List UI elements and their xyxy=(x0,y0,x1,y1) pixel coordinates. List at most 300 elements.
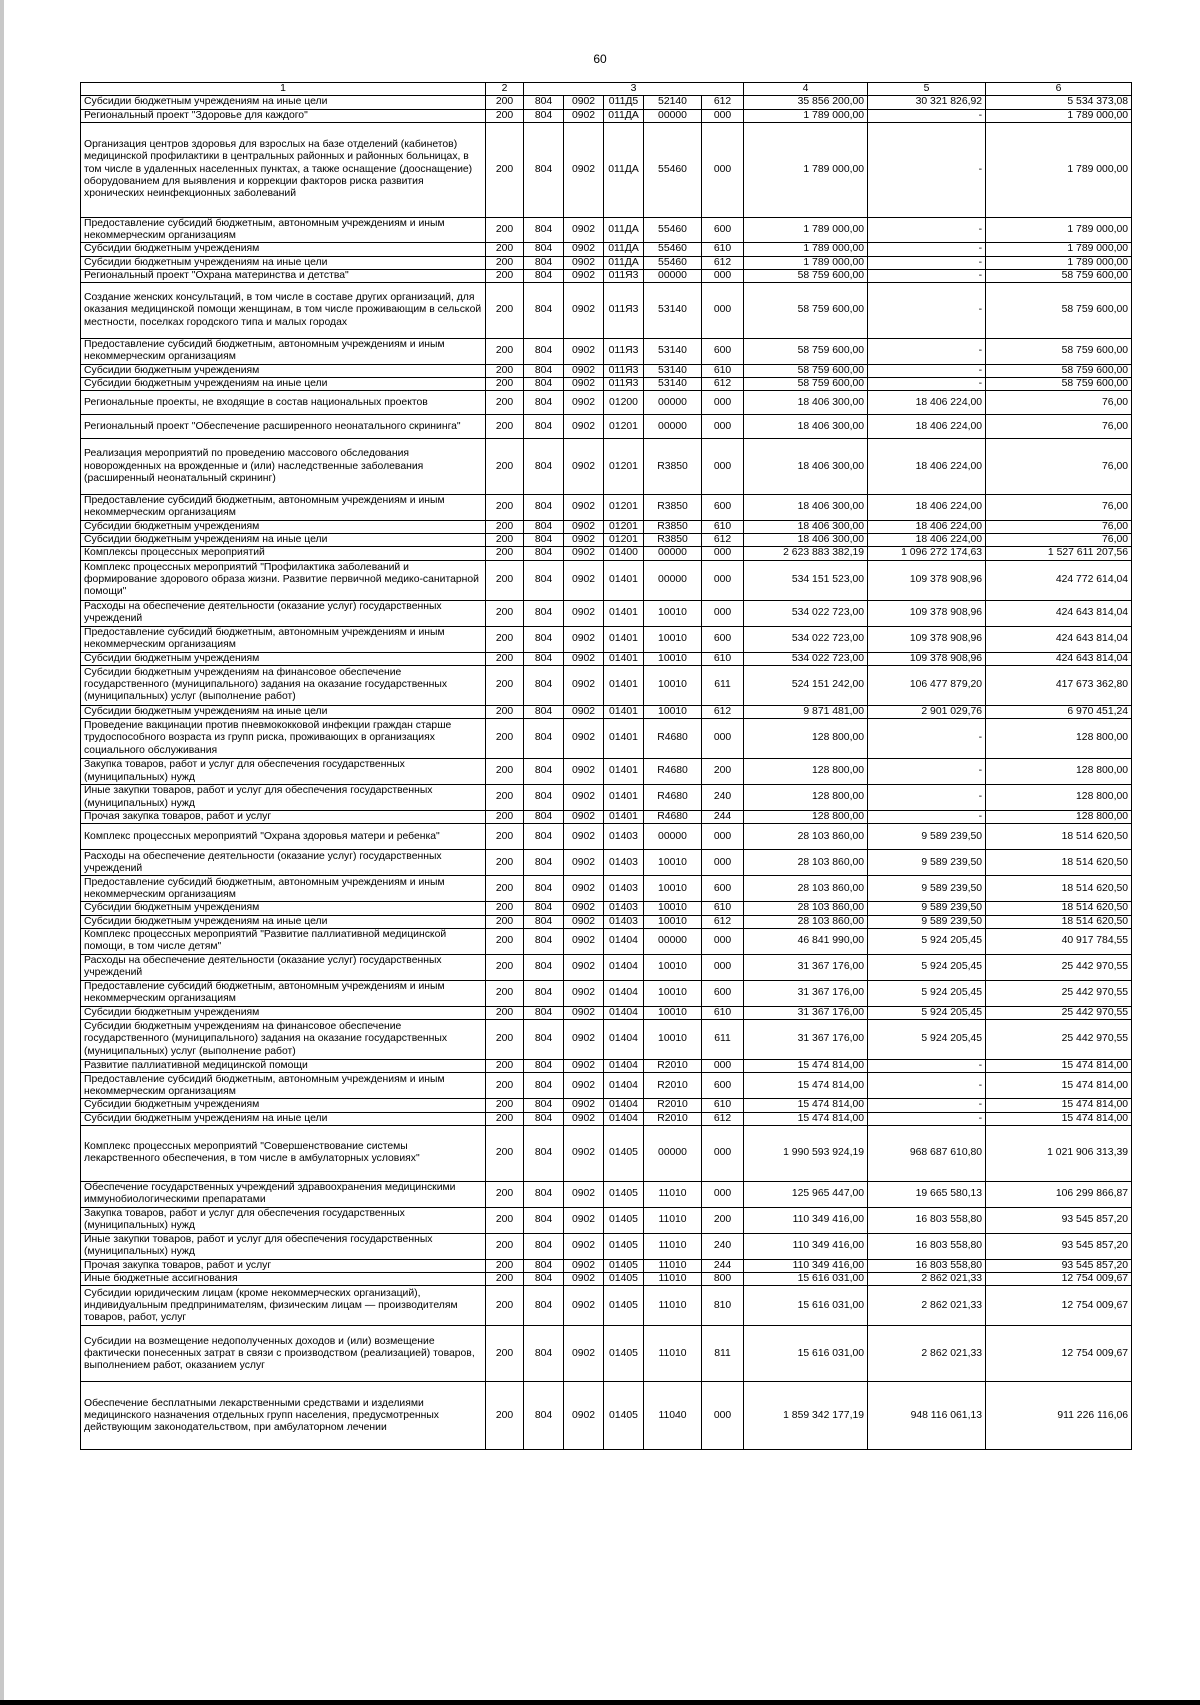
cell-pr: 0902 xyxy=(564,560,604,600)
cell-kvsr: 200 xyxy=(486,1125,524,1181)
cell-csr-prog: 01405 xyxy=(604,1326,644,1382)
cell-kvsr: 200 xyxy=(486,269,524,282)
cell-executed: 18 406 224,00 xyxy=(868,520,986,533)
cell-csr-prog: 01405 xyxy=(604,1286,644,1326)
cell-executed: 16 803 558,80 xyxy=(868,1207,986,1233)
cell-name: Предоставление субсидий бюджетным, автономным учреждениям и иным некоммерческим организациям xyxy=(81,339,486,365)
cell-csr-dir: R4680 xyxy=(644,759,702,785)
cell-vr: 200 xyxy=(702,759,744,785)
cell-csr-prog: 01401 xyxy=(604,811,644,824)
cell-name: Иные закупки товаров, работ и услуг для обеспечения государственных (муниципальных) нужд xyxy=(81,1233,486,1259)
cell-kvsr: 200 xyxy=(486,1073,524,1099)
cell-rz: 804 xyxy=(524,1060,564,1073)
cell-csr-prog: 01403 xyxy=(604,876,644,902)
cell-rz: 804 xyxy=(524,665,564,705)
cell-rz: 804 xyxy=(524,533,564,546)
cell-approved: 110 349 416,00 xyxy=(744,1259,868,1272)
cell-rz: 804 xyxy=(524,626,564,652)
cell-approved: 58 759 600,00 xyxy=(744,283,868,339)
cell-csr-prog: 01404 xyxy=(604,1060,644,1073)
cell-csr-prog: 01405 xyxy=(604,1125,644,1181)
cell-pr: 0902 xyxy=(564,243,604,256)
cell-approved: 1 789 000,00 xyxy=(744,256,868,269)
cell-csr-dir: R3850 xyxy=(644,533,702,546)
cell-pr: 0902 xyxy=(564,96,604,109)
cell-pr: 0902 xyxy=(564,876,604,902)
cell-name: Прочая закупка товаров, работ и услуг xyxy=(81,811,486,824)
cell-pr: 0902 xyxy=(564,1259,604,1272)
cell-remainder: 128 800,00 xyxy=(986,759,1132,785)
cell-executed: 5 924 205,45 xyxy=(868,1020,986,1060)
cell-approved: 534 022 723,00 xyxy=(744,600,868,626)
cell-name: Закупка товаров, работ и услуг для обеспечения государственных (муниципальных) нужд xyxy=(81,759,486,785)
table-row xyxy=(81,811,1132,824)
table-row xyxy=(81,980,1132,1006)
cell-vr: 600 xyxy=(702,980,744,1006)
cell-rz: 804 xyxy=(524,954,564,980)
cell-kvsr: 200 xyxy=(486,1207,524,1233)
cell-executed: 18 406 224,00 xyxy=(868,391,986,415)
cell-vr: 000 xyxy=(702,547,744,560)
cell-pr: 0902 xyxy=(564,600,604,626)
cell-kvsr: 200 xyxy=(486,759,524,785)
cell-csr-dir: 10010 xyxy=(644,1006,702,1019)
cell-csr-dir: 52140 xyxy=(644,96,702,109)
cell-kvsr: 200 xyxy=(486,1382,524,1450)
cell-rz: 804 xyxy=(524,1382,564,1450)
cell-name: Субсидии бюджетным учреждениям на иные цели xyxy=(81,377,486,390)
cell-vr: 000 xyxy=(702,122,744,217)
cell-rz: 804 xyxy=(524,122,564,217)
cell-remainder: 1 789 000,00 xyxy=(986,122,1132,217)
cell-vr: 612 xyxy=(702,377,744,390)
cell-vr: 000 xyxy=(702,560,744,600)
cell-name: Комплексы процессных мероприятий xyxy=(81,547,486,560)
cell-kvsr: 200 xyxy=(486,495,524,521)
cell-executed: 109 378 908,96 xyxy=(868,626,986,652)
cell-executed: - xyxy=(868,269,986,282)
cell-approved: 28 103 860,00 xyxy=(744,876,868,902)
cell-approved: 18 406 300,00 xyxy=(744,533,868,546)
cell-executed: 9 589 239,50 xyxy=(868,902,986,915)
cell-approved: 534 022 723,00 xyxy=(744,626,868,652)
cell-vr: 240 xyxy=(702,1233,744,1259)
cell-rz: 804 xyxy=(524,1259,564,1272)
cell-kvsr: 200 xyxy=(486,533,524,546)
table-row xyxy=(81,1125,1132,1181)
cell-approved: 524 151 242,00 xyxy=(744,665,868,705)
cell-pr: 0902 xyxy=(564,954,604,980)
cell-name: Субсидии бюджетным учреждениям на иные цели xyxy=(81,533,486,546)
cell-kvsr: 200 xyxy=(486,915,524,928)
cell-name: Субсидии бюджетным учреждениям на финансовое обеспечение государственного (муниципального) задания на оказание государственных (муниципальных) услуг (выполнение работ) xyxy=(81,1020,486,1060)
cell-name: Региональный проект "Здоровье для каждого" xyxy=(81,109,486,122)
cell-name: Субсидии бюджетным учреждениям xyxy=(81,520,486,533)
cell-csr-dir: 10010 xyxy=(644,954,702,980)
cell-pr: 0902 xyxy=(564,1006,604,1019)
cell-rz: 804 xyxy=(524,652,564,665)
table-row xyxy=(81,1207,1132,1233)
cell-pr: 0902 xyxy=(564,1286,604,1326)
cell-pr: 0902 xyxy=(564,1125,604,1181)
cell-csr-prog: 011Я3 xyxy=(604,283,644,339)
col-header-4: 4 xyxy=(744,83,868,96)
cell-name: Прочая закупка товаров, работ и услуг xyxy=(81,1259,486,1272)
cell-remainder: 12 754 009,67 xyxy=(986,1273,1132,1286)
table-row xyxy=(81,439,1132,495)
cell-approved: 534 022 723,00 xyxy=(744,652,868,665)
cell-kvsr: 200 xyxy=(486,1233,524,1259)
scan-bottom-edge xyxy=(0,1700,1200,1705)
cell-rz: 804 xyxy=(524,520,564,533)
cell-kvsr: 200 xyxy=(486,547,524,560)
cell-vr: 610 xyxy=(702,652,744,665)
cell-csr-prog: 01401 xyxy=(604,665,644,705)
cell-rz: 804 xyxy=(524,243,564,256)
cell-rz: 804 xyxy=(524,364,564,377)
cell-vr: 811 xyxy=(702,1326,744,1382)
cell-pr: 0902 xyxy=(564,109,604,122)
cell-name: Иные закупки товаров, работ и услуг для обеспечения государственных (муниципальных) нужд xyxy=(81,785,486,811)
table-row xyxy=(81,109,1132,122)
cell-vr: 000 xyxy=(702,1125,744,1181)
cell-kvsr: 200 xyxy=(486,652,524,665)
cell-csr-prog: 011Д5 xyxy=(604,96,644,109)
cell-pr: 0902 xyxy=(564,415,604,439)
cell-approved: 15 474 814,00 xyxy=(744,1112,868,1125)
cell-rz: 804 xyxy=(524,824,564,850)
cell-remainder: 18 514 620,50 xyxy=(986,915,1132,928)
cell-vr: 000 xyxy=(702,928,744,954)
cell-csr-dir: 11010 xyxy=(644,1181,702,1207)
cell-remainder: 5 534 373,08 xyxy=(986,96,1132,109)
cell-rz: 804 xyxy=(524,217,564,243)
cell-approved: 31 367 176,00 xyxy=(744,1006,868,1019)
cell-kvsr: 200 xyxy=(486,415,524,439)
cell-remainder: 25 442 970,55 xyxy=(986,1006,1132,1019)
cell-executed: - xyxy=(868,256,986,269)
cell-csr-dir: 10010 xyxy=(644,876,702,902)
table-row xyxy=(81,954,1132,980)
cell-remainder: 18 514 620,50 xyxy=(986,876,1132,902)
table-row xyxy=(81,1112,1132,1125)
cell-remainder: 18 514 620,50 xyxy=(986,824,1132,850)
table-row xyxy=(81,719,1132,759)
cell-csr-prog: 01403 xyxy=(604,824,644,850)
cell-kvsr: 200 xyxy=(486,109,524,122)
cell-remainder: 58 759 600,00 xyxy=(986,339,1132,365)
cell-kvsr: 200 xyxy=(486,1020,524,1060)
table-row xyxy=(81,364,1132,377)
cell-executed: - xyxy=(868,377,986,390)
cell-csr-dir: 10010 xyxy=(644,705,702,718)
cell-name: Развитие паллиативной медицинской помощи xyxy=(81,1060,486,1073)
cell-vr: 000 xyxy=(702,1382,744,1450)
cell-vr: 810 xyxy=(702,1286,744,1326)
cell-vr: 000 xyxy=(702,1181,744,1207)
cell-approved: 534 151 523,00 xyxy=(744,560,868,600)
cell-remainder: 106 299 866,87 xyxy=(986,1181,1132,1207)
cell-name: Субсидии бюджетным учреждениям на иные цели xyxy=(81,915,486,928)
table-header-row xyxy=(81,83,1132,96)
cell-executed: 5 924 205,45 xyxy=(868,1006,986,1019)
col-header-1: 1 xyxy=(81,83,486,96)
cell-pr: 0902 xyxy=(564,824,604,850)
cell-name: Субсидии бюджетным учреждениям на иные цели xyxy=(81,256,486,269)
cell-csr-dir: 53140 xyxy=(644,377,702,390)
cell-name: Субсидии бюджетным учреждениям на иные цели xyxy=(81,1112,486,1125)
cell-pr: 0902 xyxy=(564,391,604,415)
cell-pr: 0902 xyxy=(564,256,604,269)
cell-executed: 2 862 021,33 xyxy=(868,1286,986,1326)
table-row xyxy=(81,1099,1132,1112)
cell-remainder: 25 442 970,55 xyxy=(986,1020,1132,1060)
table-row xyxy=(81,339,1132,365)
cell-pr: 0902 xyxy=(564,1233,604,1259)
cell-csr-dir: 10010 xyxy=(644,915,702,928)
cell-executed: 30 321 826,92 xyxy=(868,96,986,109)
cell-csr-dir: R4680 xyxy=(644,719,702,759)
cell-remainder: 93 545 857,20 xyxy=(986,1233,1132,1259)
cell-csr-dir: R4680 xyxy=(644,785,702,811)
cell-remainder: 1 789 000,00 xyxy=(986,109,1132,122)
cell-approved: 28 103 860,00 xyxy=(744,902,868,915)
table-row xyxy=(81,902,1132,915)
cell-approved: 125 965 447,00 xyxy=(744,1181,868,1207)
cell-vr: 610 xyxy=(702,364,744,377)
cell-csr-prog: 01401 xyxy=(604,626,644,652)
cell-kvsr: 200 xyxy=(486,391,524,415)
cell-pr: 0902 xyxy=(564,850,604,876)
cell-csr-dir: R3850 xyxy=(644,439,702,495)
cell-name: Субсидии бюджетным учреждениям на финансовое обеспечение государственного (муниципального) задания на оказание государственных (муниципальных) услуг (выполнение работ) xyxy=(81,665,486,705)
cell-rz: 804 xyxy=(524,850,564,876)
cell-rz: 804 xyxy=(524,96,564,109)
cell-approved: 15 474 814,00 xyxy=(744,1060,868,1073)
cell-kvsr: 200 xyxy=(486,980,524,1006)
cell-csr-dir: R3850 xyxy=(644,520,702,533)
cell-executed: - xyxy=(868,1112,986,1125)
cell-executed: 109 378 908,96 xyxy=(868,560,986,600)
cell-approved: 18 406 300,00 xyxy=(744,439,868,495)
cell-executed: - xyxy=(868,122,986,217)
table-row xyxy=(81,1006,1132,1019)
cell-name: Расходы на обеспечение деятельности (оказание услуг) государственных учреждений xyxy=(81,600,486,626)
cell-name: Обеспечение государственных учреждений здравоохранения медицинскими иммунобиологическими препаратами xyxy=(81,1181,486,1207)
cell-remainder: 76,00 xyxy=(986,439,1132,495)
cell-csr-dir: 10010 xyxy=(644,980,702,1006)
cell-kvsr: 200 xyxy=(486,705,524,718)
cell-executed: - xyxy=(868,243,986,256)
cell-vr: 000 xyxy=(702,439,744,495)
cell-kvsr: 200 xyxy=(486,928,524,954)
cell-executed: - xyxy=(868,339,986,365)
cell-remainder: 1 789 000,00 xyxy=(986,217,1132,243)
scan-edge xyxy=(0,0,4,1705)
cell-csr-prog: 01404 xyxy=(604,1112,644,1125)
cell-approved: 128 800,00 xyxy=(744,719,868,759)
cell-kvsr: 200 xyxy=(486,824,524,850)
cell-name: Региональный проект "Обеспечение расширенного неонатального скрининга" xyxy=(81,415,486,439)
cell-csr-dir: 55460 xyxy=(644,243,702,256)
cell-name: Обеспечение бесплатными лекарственными средствами и изделиями медицинского назначения отдельных групп населения, предусмотренных действующим законодательством, при амбулаторном лечении xyxy=(81,1382,486,1450)
cell-vr: 000 xyxy=(702,269,744,282)
cell-vr: 000 xyxy=(702,850,744,876)
cell-name: Предоставление субсидий бюджетным, автономным учреждениям и иным некоммерческим организациям xyxy=(81,1073,486,1099)
cell-kvsr: 200 xyxy=(486,1060,524,1073)
cell-kvsr: 200 xyxy=(486,560,524,600)
cell-rz: 804 xyxy=(524,1020,564,1060)
cell-approved: 28 103 860,00 xyxy=(744,824,868,850)
cell-csr-dir: 10010 xyxy=(644,1020,702,1060)
cell-approved: 1 789 000,00 xyxy=(744,109,868,122)
cell-remainder: 18 514 620,50 xyxy=(986,850,1132,876)
cell-pr: 0902 xyxy=(564,1112,604,1125)
cell-name: Региональный проект "Охрана материнства и детства" xyxy=(81,269,486,282)
cell-approved: 15 616 031,00 xyxy=(744,1273,868,1286)
cell-csr-prog: 01403 xyxy=(604,915,644,928)
cell-approved: 18 406 300,00 xyxy=(744,415,868,439)
cell-csr-dir: 11010 xyxy=(644,1326,702,1382)
cell-remainder: 58 759 600,00 xyxy=(986,269,1132,282)
cell-rz: 804 xyxy=(524,928,564,954)
cell-executed: - xyxy=(868,283,986,339)
cell-csr-prog: 01401 xyxy=(604,785,644,811)
cell-csr-dir: 53140 xyxy=(644,364,702,377)
table-row xyxy=(81,626,1132,652)
table-row xyxy=(81,705,1132,718)
cell-executed: 9 589 239,50 xyxy=(868,824,986,850)
cell-approved: 128 800,00 xyxy=(744,811,868,824)
cell-approved: 35 856 200,00 xyxy=(744,96,868,109)
cell-name: Субсидии бюджетным учреждениям xyxy=(81,1099,486,1112)
cell-csr-dir: 11040 xyxy=(644,1382,702,1450)
cell-name: Комплекс процессных мероприятий "Профилактика заболеваний и формирование здорового образа жизни. Развитие первичной медико-санитарной помощи" xyxy=(81,560,486,600)
cell-csr-dir: 00000 xyxy=(644,824,702,850)
cell-vr: 000 xyxy=(702,415,744,439)
cell-kvsr: 200 xyxy=(486,719,524,759)
cell-name: Субсидии бюджетным учреждениям xyxy=(81,902,486,915)
cell-vr: 000 xyxy=(702,719,744,759)
cell-kvsr: 200 xyxy=(486,1326,524,1382)
cell-csr-prog: 011Я3 xyxy=(604,364,644,377)
cell-vr: 000 xyxy=(702,391,744,415)
cell-kvsr: 200 xyxy=(486,1181,524,1207)
table-row xyxy=(81,377,1132,390)
cell-pr: 0902 xyxy=(564,1181,604,1207)
cell-approved: 110 349 416,00 xyxy=(744,1233,868,1259)
cell-vr: 612 xyxy=(702,915,744,928)
cell-kvsr: 200 xyxy=(486,1286,524,1326)
cell-kvsr: 200 xyxy=(486,785,524,811)
cell-csr-dir: 00000 xyxy=(644,415,702,439)
cell-csr-prog: 01404 xyxy=(604,1006,644,1019)
cell-rz: 804 xyxy=(524,283,564,339)
cell-rz: 804 xyxy=(524,1181,564,1207)
cell-csr-dir: 00000 xyxy=(644,391,702,415)
cell-name: Субсидии бюджетным учреждениям xyxy=(81,243,486,256)
cell-pr: 0902 xyxy=(564,652,604,665)
cell-csr-dir: 11010 xyxy=(644,1286,702,1326)
cell-csr-prog: 01405 xyxy=(604,1207,644,1233)
cell-approved: 110 349 416,00 xyxy=(744,1207,868,1233)
cell-pr: 0902 xyxy=(564,665,604,705)
cell-kvsr: 200 xyxy=(486,1259,524,1272)
cell-name: Расходы на обеспечение деятельности (оказание услуг) государственных учреждений xyxy=(81,850,486,876)
cell-pr: 0902 xyxy=(564,902,604,915)
cell-csr-prog: 011Я3 xyxy=(604,339,644,365)
table-row xyxy=(81,652,1132,665)
cell-executed: - xyxy=(868,1073,986,1099)
cell-remainder: 76,00 xyxy=(986,520,1132,533)
cell-remainder: 76,00 xyxy=(986,391,1132,415)
cell-executed: 9 589 239,50 xyxy=(868,915,986,928)
cell-remainder: 12 754 009,67 xyxy=(986,1286,1132,1326)
cell-remainder: 58 759 600,00 xyxy=(986,364,1132,377)
cell-csr-dir: R2010 xyxy=(644,1073,702,1099)
table-row xyxy=(81,665,1132,705)
cell-vr: 610 xyxy=(702,1099,744,1112)
cell-csr-dir: R2010 xyxy=(644,1099,702,1112)
cell-approved: 18 406 300,00 xyxy=(744,391,868,415)
table-row xyxy=(81,1020,1132,1060)
page-number: 60 xyxy=(593,52,607,66)
table-row xyxy=(81,876,1132,902)
cell-vr: 600 xyxy=(702,339,744,365)
cell-remainder: 1 789 000,00 xyxy=(986,256,1132,269)
cell-vr: 600 xyxy=(702,495,744,521)
cell-remainder: 76,00 xyxy=(986,495,1132,521)
cell-csr-dir: 00000 xyxy=(644,109,702,122)
cell-approved: 58 759 600,00 xyxy=(744,339,868,365)
cell-name: Реализация мероприятий по проведению массового обследования новорожденных на врожденные и (или) наследственные заболевания (расширенный неонатальный скрининг) xyxy=(81,439,486,495)
cell-remainder: 424 772 614,04 xyxy=(986,560,1132,600)
cell-pr: 0902 xyxy=(564,495,604,521)
cell-rz: 804 xyxy=(524,339,564,365)
cell-rz: 804 xyxy=(524,1273,564,1286)
table-row xyxy=(81,1326,1132,1382)
cell-rz: 804 xyxy=(524,915,564,928)
cell-pr: 0902 xyxy=(564,122,604,217)
cell-pr: 0902 xyxy=(564,283,604,339)
cell-vr: 612 xyxy=(702,533,744,546)
cell-rz: 804 xyxy=(524,1125,564,1181)
table-row xyxy=(81,824,1132,850)
cell-vr: 244 xyxy=(702,811,744,824)
cell-vr: 612 xyxy=(702,1112,744,1125)
cell-remainder: 424 643 814,04 xyxy=(986,626,1132,652)
cell-executed: 948 116 061,13 xyxy=(868,1382,986,1450)
cell-executed: 16 803 558,80 xyxy=(868,1259,986,1272)
cell-rz: 804 xyxy=(524,719,564,759)
cell-approved: 9 871 481,00 xyxy=(744,705,868,718)
cell-pr: 0902 xyxy=(564,785,604,811)
cell-vr: 800 xyxy=(702,1273,744,1286)
cell-rz: 804 xyxy=(524,600,564,626)
cell-executed: 9 589 239,50 xyxy=(868,850,986,876)
col-header-2: 2 xyxy=(486,83,524,96)
cell-pr: 0902 xyxy=(564,520,604,533)
cell-csr-dir: R2010 xyxy=(644,1112,702,1125)
cell-pr: 0902 xyxy=(564,1060,604,1073)
cell-csr-dir: 10010 xyxy=(644,902,702,915)
cell-csr-dir: 10010 xyxy=(644,626,702,652)
cell-csr-prog: 01400 xyxy=(604,547,644,560)
cell-kvsr: 200 xyxy=(486,1006,524,1019)
cell-pr: 0902 xyxy=(564,928,604,954)
cell-remainder: 93 545 857,20 xyxy=(986,1207,1132,1233)
cell-vr: 240 xyxy=(702,785,744,811)
